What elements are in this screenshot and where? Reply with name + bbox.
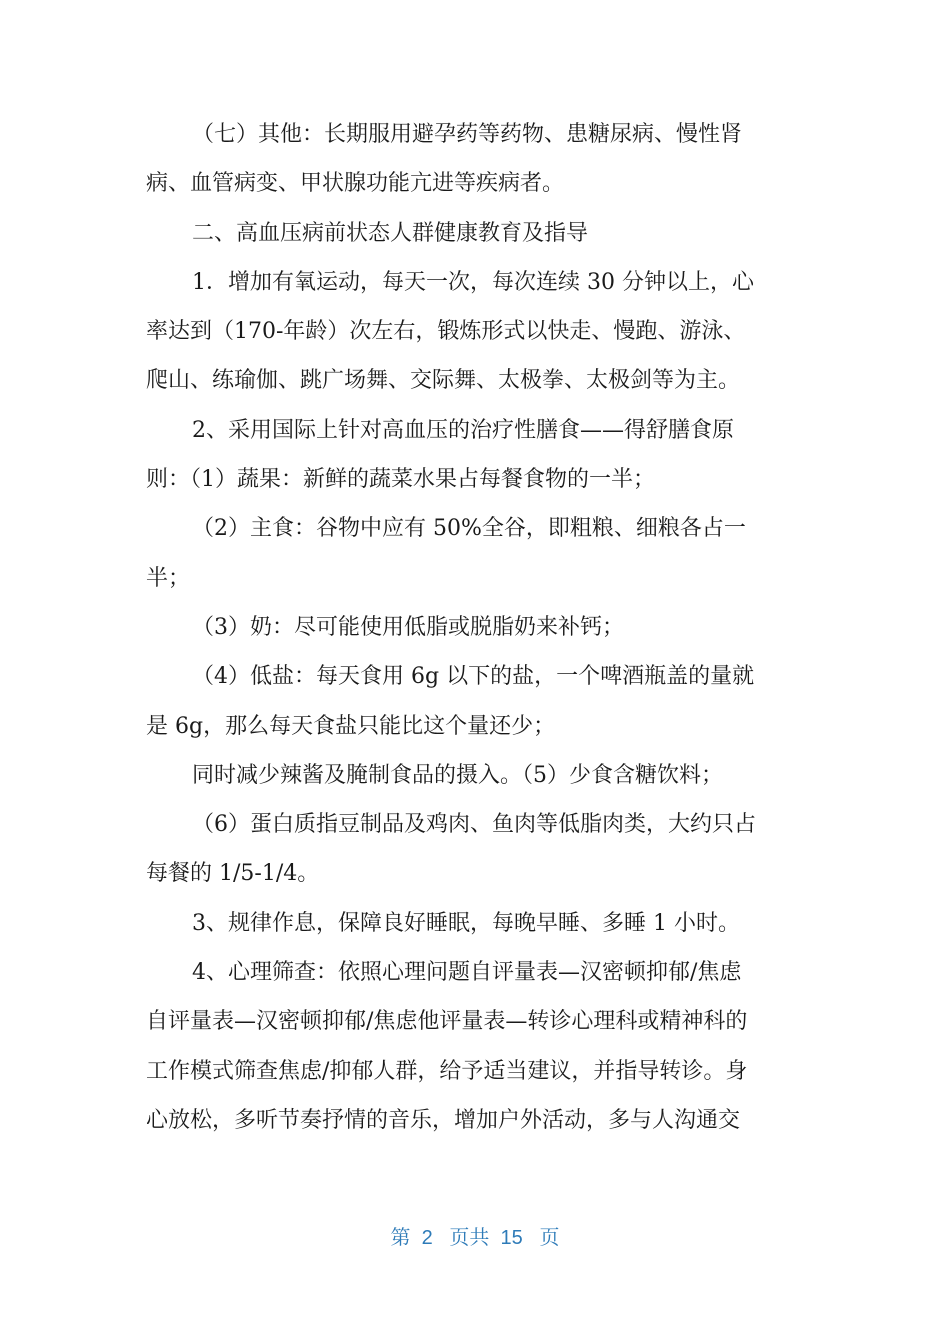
text-line: 2、采用国际上针对高血压的治疗性膳食——得舒膳食原 <box>192 417 734 443</box>
text-line: 心放松，多听节奏抒情的音乐，增加户外活动，多与人沟通交 <box>146 1107 741 1133</box>
text-line: 同时减少辣酱及腌制食品的摄入。（5）少食含糖饮料； <box>192 762 723 788</box>
text-line: 4、心理筛查：依照心理问题自评量表—汉密顿抑郁/焦虑 <box>192 960 742 986</box>
text-line: （七）其他：长期服用避孕药等药物、患糖尿病、慢性肾 <box>192 122 743 147</box>
text-line: 3、规律作息，保障良好睡眠，每晚早睡、多睡 1 小时。 <box>192 910 740 936</box>
text-line: 半； <box>146 565 191 591</box>
text-line: （2）主食：谷物中应有 50%全谷，即粗粮、细粮各占一 <box>192 516 746 542</box>
text-line: （4）低盐：每天食用 6g 以下的盐，一个啤酒瓶盖的量就 <box>192 664 755 690</box>
text-line: 每餐的 1/5-1/4。 <box>146 861 320 887</box>
text-line: （3）奶：尽可能使用低脂或脱脂奶来补钙； <box>192 614 624 640</box>
text-line: 是 6g，那么每天食盐只能比这个量还少； <box>146 713 556 739</box>
text-line: 自评量表—汉密顿抑郁/焦虑他评量表—转诊心理科或精神科的 <box>146 1009 748 1035</box>
page-number-footer: 第 2 页共 15 页 <box>390 1227 560 1249</box>
text-line: 爬山、练瑜伽、跳广场舞、交际舞、太极拳、太极剑等为主。 <box>146 368 741 394</box>
text-line: 则：（1）蔬果：新鲜的蔬菜水果占每餐食物的一半； <box>146 467 655 493</box>
text-line: 病、血管病变、甲状腺功能亢进等疾病者。 <box>146 171 565 197</box>
section-heading: 二、高血压病前状态人群健康教育及指导 <box>192 220 589 246</box>
text-line: （6）蛋白质指豆制品及鸡肉、鱼肉等低脂肉类，大约只占 <box>192 812 756 838</box>
text-line: 率达到（170-年龄）次左右，锻炼形式以快走、慢跑、游泳、 <box>146 319 746 345</box>
document-body <box>146 110 806 1145</box>
text-line: 工作模式筛查焦虑/抑郁人群，给予适当建议，并指导转诊。身 <box>146 1058 748 1084</box>
text-line: 1．增加有氧运动，每天一次，每次连续 30 分钟以上，心 <box>192 269 754 295</box>
